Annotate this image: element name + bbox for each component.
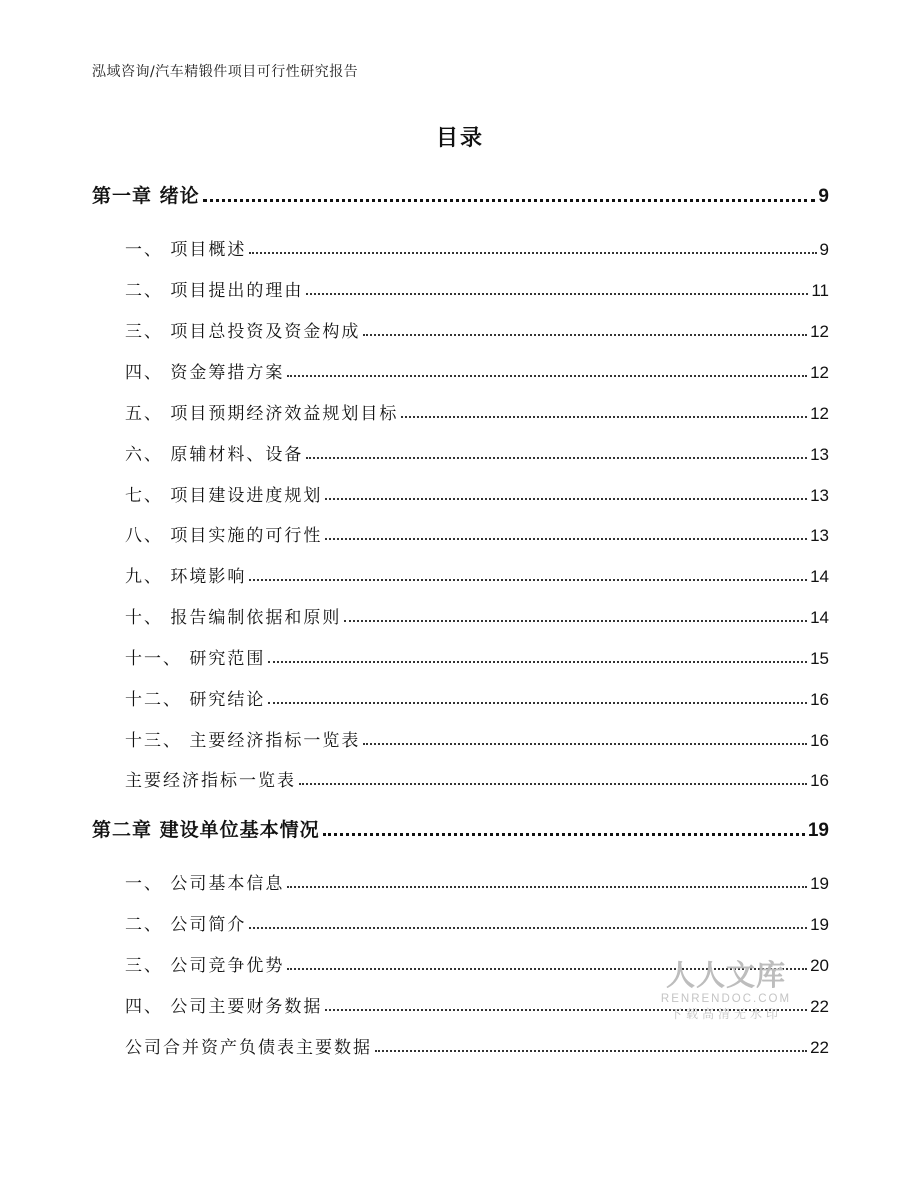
toc-section-entry[interactable] (125, 480, 829, 506)
toc-entry-label: 二、 公司简介 (125, 915, 247, 935)
toc-dot-leader (268, 701, 807, 704)
toc-dot-leader (287, 374, 807, 377)
toc-dot-leader (299, 782, 807, 785)
toc-page-number: 12 (810, 404, 829, 423)
toc-dot-leader (325, 497, 807, 500)
toc-page-number: 11 (811, 281, 829, 300)
toc-dot-leader (375, 1049, 807, 1052)
toc-section-entry[interactable] (125, 520, 829, 546)
toc-dot-leader (268, 660, 807, 663)
toc-section-entry[interactable] (125, 234, 829, 260)
toc-page-number: 16 (810, 771, 829, 790)
toc-section-entry[interactable] (125, 561, 829, 587)
toc-entry-label: 二、 项目提出的理由 (125, 281, 304, 301)
toc-title: 目录 (435, 126, 484, 151)
toc-dot-leader (401, 415, 807, 418)
toc-section-entry[interactable] (125, 684, 829, 710)
toc-page-number: 22 (810, 1038, 829, 1057)
toc-page-number: 15 (810, 649, 829, 668)
toc-entry-label: 一、 项目概述 (125, 240, 247, 260)
toc-section-entry[interactable] (125, 275, 829, 301)
toc-entry-label: 八、 项目实施的可行性 (125, 526, 323, 546)
toc-page-number: 22 (810, 997, 829, 1016)
toc-dot-leader (363, 742, 807, 745)
toc-page-number: 12 (810, 363, 829, 382)
toc-section-entry[interactable] (125, 357, 829, 383)
toc-dot-leader (306, 456, 807, 459)
toc-page-number: 9 (819, 240, 829, 259)
toc-entry-label: 十三、 主要经济指标一览表 (125, 731, 361, 751)
toc-section-entry[interactable] (125, 909, 829, 935)
toc-dot-leader (249, 251, 816, 254)
toc-dot-leader (323, 832, 805, 836)
toc-page-number: 13 (810, 445, 829, 464)
toc-entry-label: 四、 公司主要财务数据 (125, 997, 323, 1017)
toc-dot-leader (203, 198, 816, 202)
toc-section-entry[interactable] (125, 765, 829, 791)
toc-entry-label: 十、 报告编制依据和原则 (125, 608, 342, 628)
toc-entry-label: 六、 原辅材料、设备 (125, 445, 304, 465)
toc-section-entry[interactable] (125, 439, 829, 465)
toc-dot-leader (287, 885, 807, 888)
toc-section-entry[interactable] (125, 643, 829, 669)
toc-entry-label: 一、 公司基本信息 (125, 874, 285, 894)
toc-page-number: 16 (810, 690, 829, 709)
toc-entry-label: 九、 环境影响 (125, 567, 247, 587)
toc-page-number: 14 (810, 608, 829, 627)
toc-dot-leader (325, 537, 807, 540)
toc-dot-leader (306, 292, 808, 295)
toc-page-number: 13 (810, 526, 829, 545)
toc-entry-label: 第一章 绪论 (92, 185, 200, 207)
watermark-tagline: 下载高清无水印 (669, 1007, 782, 1021)
toc-entry-label: 主要经济指标一览表 (125, 771, 296, 791)
toc-page-number: 19 (807, 820, 829, 841)
watermark (648, 958, 804, 1022)
toc-entry-label: 七、 项目建设进度规划 (125, 486, 323, 506)
toc-entry-label: 公司合并资产负债表主要数据 (125, 1038, 372, 1058)
watermark-title: 人人文库 (665, 958, 786, 992)
toc-entry-label: 第二章 建设单位基本情况 (92, 819, 320, 841)
toc-dot-leader (363, 333, 807, 336)
watermark-url: RENRENDOC.COM (660, 993, 792, 1005)
toc-section-entry[interactable] (125, 398, 829, 424)
toc-page-number: 19 (810, 874, 829, 893)
toc-section-entry[interactable] (125, 725, 829, 751)
toc-entry-label: 十一、 研究范围 (125, 649, 266, 669)
toc-chapter-2[interactable] (92, 814, 829, 842)
toc-entry-label: 五、 项目预期经济效益规划目标 (125, 404, 399, 424)
toc-page-number: 12 (810, 322, 829, 341)
toc-entry-label: 三、 项目总投资及资金构成 (125, 322, 361, 342)
toc-dot-leader (249, 926, 807, 929)
toc-page-number: 16 (810, 731, 829, 750)
toc-page-number: 14 (810, 567, 829, 586)
toc-page-number: 9 (818, 186, 829, 207)
toc-entry-label: 三、 公司竞争优势 (125, 956, 285, 976)
toc-entry-label: 十二、 研究结论 (125, 690, 266, 710)
toc-section-entry[interactable] (125, 868, 829, 894)
toc-dot-leader (344, 619, 807, 622)
toc-section-entry[interactable] (125, 602, 829, 628)
toc-section-entry[interactable] (125, 316, 829, 342)
toc-entry-label: 四、 资金筹措方案 (125, 363, 285, 383)
toc-section-entry[interactable] (125, 1032, 829, 1058)
toc-page-number: 20 (810, 956, 829, 975)
running-header: 泓域咨询/汽车精锻件项目可行性研究报告 (92, 64, 359, 80)
toc-chapter-1[interactable] (92, 180, 829, 208)
toc-page-number: 13 (810, 486, 829, 505)
toc-page-number: 19 (810, 915, 829, 934)
toc-dot-leader (249, 578, 807, 581)
